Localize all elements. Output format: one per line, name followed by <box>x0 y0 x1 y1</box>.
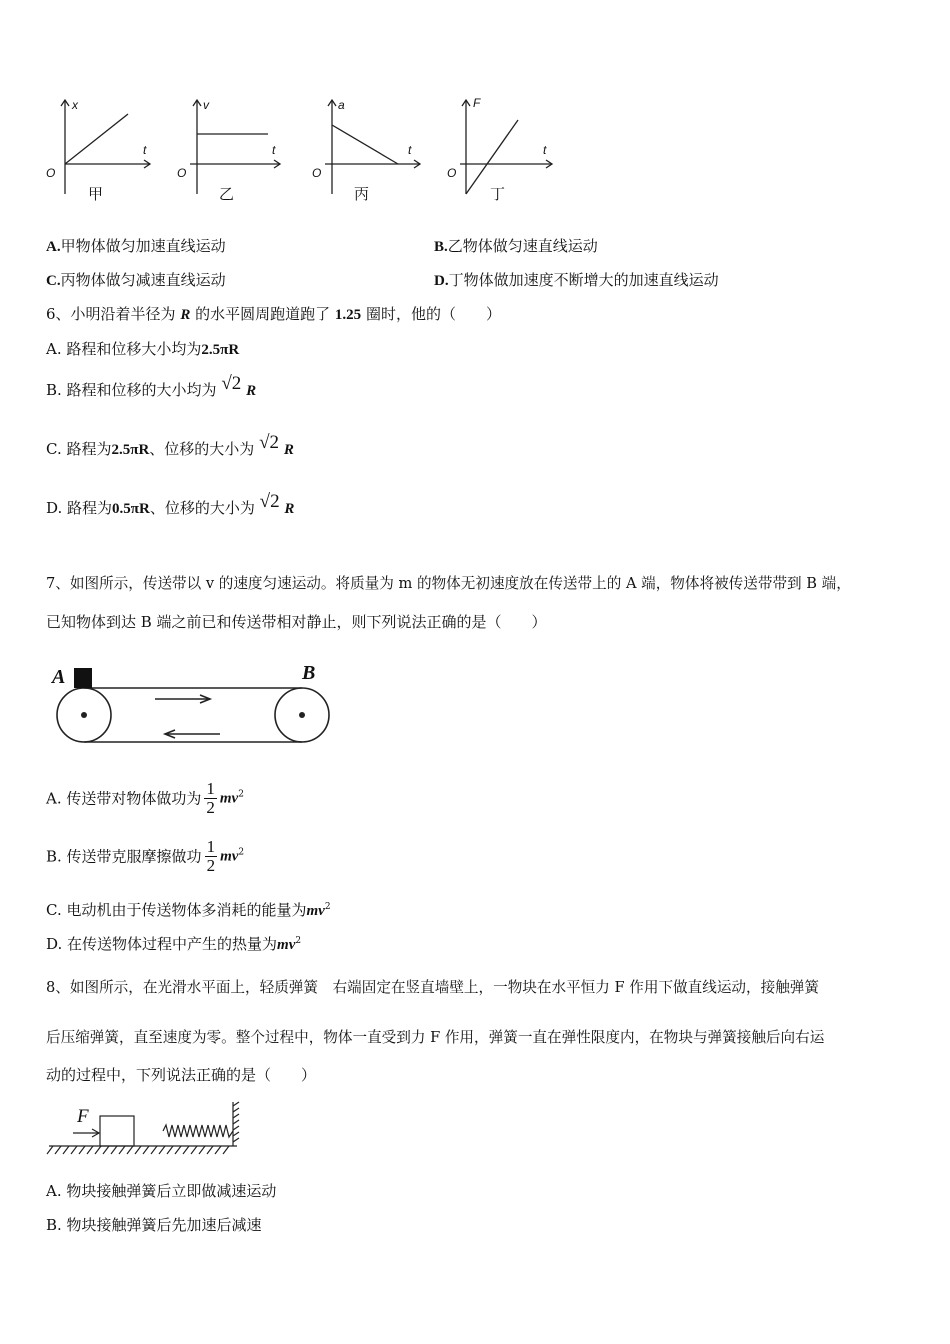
q7-option-b-mv: mv <box>220 848 239 865</box>
q7-option-b-frac-den: 2 <box>206 856 216 875</box>
q6-stem-num: 1.25 <box>334 307 362 323</box>
spring <box>163 1125 233 1137</box>
a-t-line <box>332 125 398 164</box>
conveyor-label-b: B <box>302 662 316 684</box>
q6-option-a[interactable] <box>46 339 239 360</box>
graph2-ylabel: v <box>203 98 209 112</box>
q7-option-c[interactable] <box>46 897 331 921</box>
q6-option-c-r: R <box>283 442 294 458</box>
q7-option-a-fraction <box>204 780 217 817</box>
spring-block-figure <box>45 1100 245 1160</box>
q6-option-b-r: R <box>246 383 257 399</box>
q6-option-a-prefix: A. 路程和位移大小均为 <box>46 340 202 358</box>
q6-option-c-prefix: C. 路程为 <box>46 440 112 458</box>
conveyor-belt-figure <box>50 662 340 752</box>
q5-option-b[interactable] <box>434 236 598 257</box>
graph3-xlabel: t <box>408 143 412 157</box>
q7-option-d-mv: mv <box>277 937 296 953</box>
q5-option-a-key: A. <box>46 239 61 255</box>
q8-stem-line1: 8、如图所示，在光滑水平面上，轻质弹簧 右端固定在竖直墙壁上，一物块在水平恒力 F 作用下做直线运动，接触弹簧 <box>46 979 819 996</box>
q5-option-b-key: B. <box>434 239 448 255</box>
q5-option-b-text: 乙物体做匀速直线运动 <box>447 237 598 255</box>
spring-label-f: F <box>77 1106 89 1127</box>
q5-option-a-text: 甲物体做匀加速直线运动 <box>60 237 226 255</box>
q6-option-d-prefix: D. 路程为 <box>46 499 113 517</box>
graph4-ylabel: F <box>473 96 481 110</box>
q7-option-c-prefix: C. 电动机由于传送物体多消耗的能量为 <box>46 901 307 919</box>
q6-stem-prefix: 6、小明沿着半径为 <box>46 305 176 323</box>
q5-option-c-key: C. <box>46 273 61 289</box>
q6-stem-suffix: 圈时，他的（ ） <box>365 305 501 323</box>
q7-option-a-frac-num: 1 <box>206 779 215 798</box>
q6-stem-mid: 的水平圆周跑道跑了 <box>195 305 331 323</box>
conveyor-label-a: A <box>52 666 66 688</box>
graph1-origin: O <box>46 166 56 180</box>
wall-hatch <box>233 1102 239 1142</box>
q7-option-a-frac-den: 2 <box>206 798 215 817</box>
q7-stem-line2: 已知物体到达 B 端之前已和传送带相对静止，则下列说法正确的是（ ） <box>46 613 547 631</box>
q6-option-c-value: 2.5πR <box>111 442 150 458</box>
q6-option-d-mid: 、位移的大小为 <box>149 499 255 517</box>
q8-option-b[interactable]: B. 物块接触弹簧后先加速后减速 <box>46 1216 262 1234</box>
q6-option-b-prefix: B. 路程和位移的大小均为 <box>46 381 217 399</box>
q7-option-c-mv: mv <box>306 903 325 919</box>
graph3-ylabel: a <box>338 98 345 112</box>
block <box>100 1116 134 1146</box>
q7-option-a-prefix: A. 传送带对物体做功为 <box>46 789 202 808</box>
q7-option-b-fraction <box>205 838 218 875</box>
q7-option-b[interactable] <box>46 838 244 875</box>
graph2-xlabel: t <box>272 143 276 157</box>
q6-option-d-value: 0.5πR <box>112 501 150 517</box>
q6-option-a-value: 2.5πR <box>201 342 240 358</box>
q6-option-c-mid: 、位移的大小为 <box>149 440 255 458</box>
q6-option-c[interactable] <box>46 432 294 460</box>
q7-option-d[interactable] <box>46 931 301 955</box>
q8-stem-line3: 动的过程中，下列说法正确的是（ ） <box>46 1066 317 1084</box>
q6-option-d-sqrt: √2 <box>259 491 280 512</box>
q5-option-d[interactable] <box>434 270 719 291</box>
q6-option-d[interactable] <box>46 491 295 519</box>
q7-option-c-sq: 2 <box>324 902 331 912</box>
q5-option-d-text: 丁物体做加速度不断增大的加速直线运动 <box>448 271 719 289</box>
q7-stem-line1: 7、如图所示，传送带以 v 的速度匀速运动。将质量为 m 的物体无初速度放在传送带上的 A 端，物体将被传送带带到 B 端， <box>46 575 851 592</box>
graph3-caption: 丙 <box>354 185 370 203</box>
graph2-origin: O <box>177 166 187 180</box>
q7-option-b-sq: 2 <box>238 847 245 858</box>
q7-option-d-prefix: D. 在传送物体过程中产生的热量为 <box>46 935 278 953</box>
graph4-origin: O <box>447 166 457 180</box>
q6-option-d-r: R <box>284 501 295 517</box>
q6-option-b-sqrt: √2 <box>221 373 242 394</box>
q8-stem-line2: 后压缩弹簧，直至速度为零。整个过程中，物体一直受到力 F 作用，弹簧一直在弹性限度内，在物块与弹簧接触后向右运 <box>46 1029 825 1046</box>
q7-option-b-frac-num: 1 <box>206 837 216 856</box>
q8-option-a[interactable]: A. 物块接触弹簧后立即做减速运动 <box>46 1182 277 1200</box>
graph1-xlabel: t <box>143 143 147 157</box>
q6-option-b[interactable] <box>46 373 257 401</box>
q7-option-d-sq: 2 <box>295 936 302 946</box>
graph3-origin: O <box>312 166 322 180</box>
x-t-line <box>65 114 128 164</box>
q6-option-c-sqrt: √2 <box>259 432 280 453</box>
graph1-caption: 甲 <box>88 185 104 203</box>
q5-option-c[interactable] <box>46 270 226 291</box>
q7-option-b-prefix: B. 传送带克服摩擦做功 <box>46 847 202 866</box>
q6-stem <box>46 304 501 325</box>
ground-hatch <box>47 1146 229 1154</box>
graph1-ylabel: x <box>72 98 78 112</box>
graph4-caption: 丁 <box>490 185 506 203</box>
q5-option-a[interactable] <box>46 236 226 257</box>
q5-option-c-text: 丙物体做匀减速直线运动 <box>60 271 226 289</box>
graph2-caption: 乙 <box>219 185 235 203</box>
graph4-xlabel: t <box>543 143 547 157</box>
block-on-belt <box>74 668 92 688</box>
q5-option-d-key: D. <box>434 273 449 289</box>
q7-option-a-sq: 2 <box>238 789 244 800</box>
q7-option-a-mv: mv <box>219 790 239 807</box>
q7-option-a[interactable] <box>46 780 244 817</box>
q6-stem-var: R <box>180 307 191 323</box>
